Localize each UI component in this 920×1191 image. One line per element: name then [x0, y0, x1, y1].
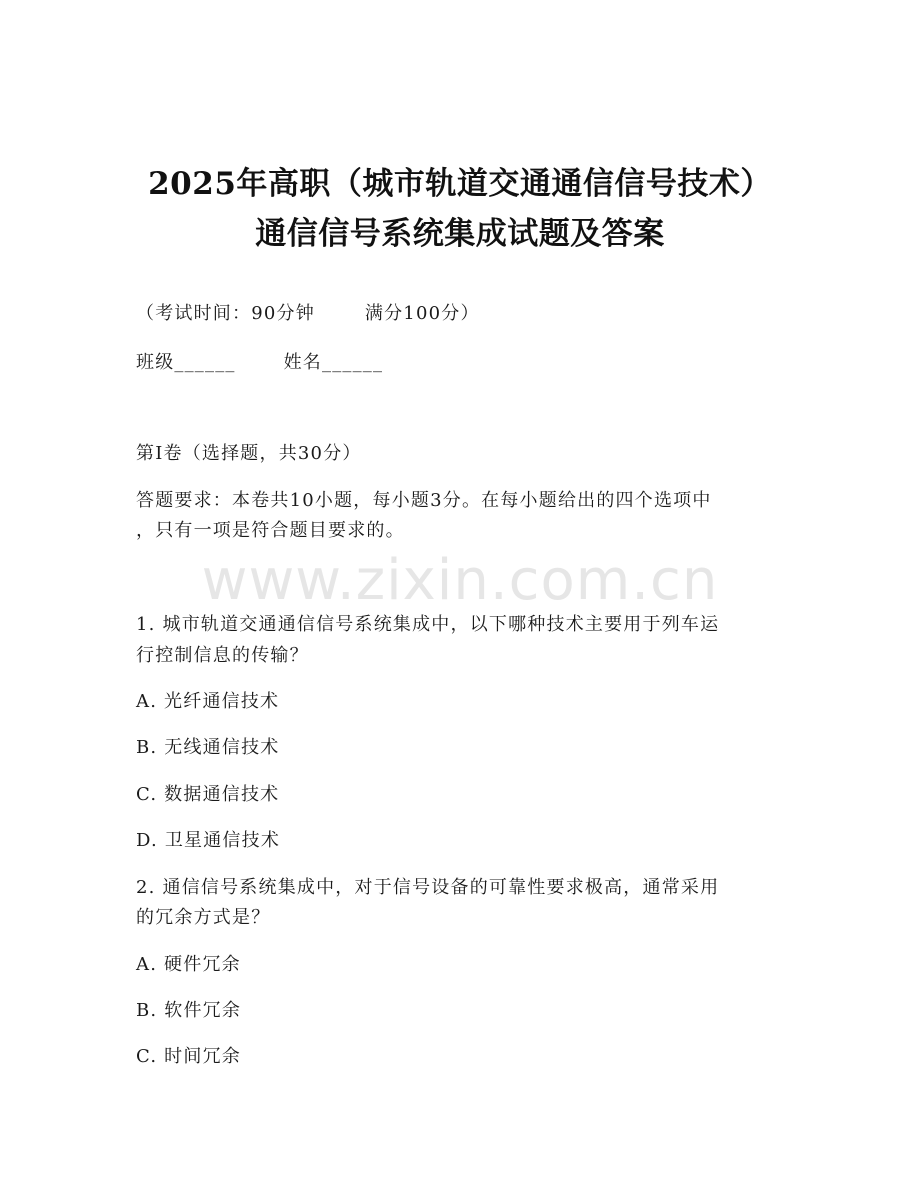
watermark: www.zixin.com.cn — [201, 548, 719, 613]
instructions-line1: 答题要求：本卷共10小题，每小题3分。在每小题给出的四个选项中 — [136, 490, 712, 511]
document-title-line2: 通信信号系统集成试题及答案 — [255, 216, 665, 252]
section-title: 第I卷（选择题，共30分） — [136, 443, 362, 464]
name-field: 姓名______ — [283, 352, 384, 373]
question-2-option-a: A. 硬件冗余 — [136, 954, 241, 975]
question-1-option-a: A. 光纤通信技术 — [136, 691, 280, 712]
question-2-option-c: C. 时间冗余 — [136, 1046, 241, 1067]
question-1-option-c: C. 数据通信技术 — [136, 784, 280, 805]
question-1-option-b: B. 无线通信技术 — [136, 737, 280, 758]
full-score: 满分100分） — [364, 303, 480, 324]
exam-time: （考试时间：90分钟 — [136, 303, 315, 324]
question-2-stem-line1: 2. 通信信号系统集成中，对于信号设备的可靠性要求极高，通常采用 — [136, 877, 720, 898]
question-2-option-b: B. 软件冗余 — [136, 1000, 242, 1021]
document-title-line1: 2025年高职（城市轨道交通通信信号技术） — [148, 166, 772, 202]
question-1-stem-line2: 行控制信息的传输？ — [136, 645, 309, 666]
instructions-line2: ，只有一项是符合题目要求的。 — [136, 520, 405, 541]
question-1-option-d: D. 卫星通信技术 — [136, 830, 281, 851]
class-field: 班级______ — [136, 352, 236, 373]
exam-info — [136, 302, 480, 326]
question-2-stem-line2: 的冗余方式是？ — [136, 907, 271, 928]
question-1-stem-line1: 1. 城市轨道交通通信信号系统集成中，以下哪种技术主要用于列车运 — [136, 614, 720, 635]
student-info — [136, 351, 383, 375]
